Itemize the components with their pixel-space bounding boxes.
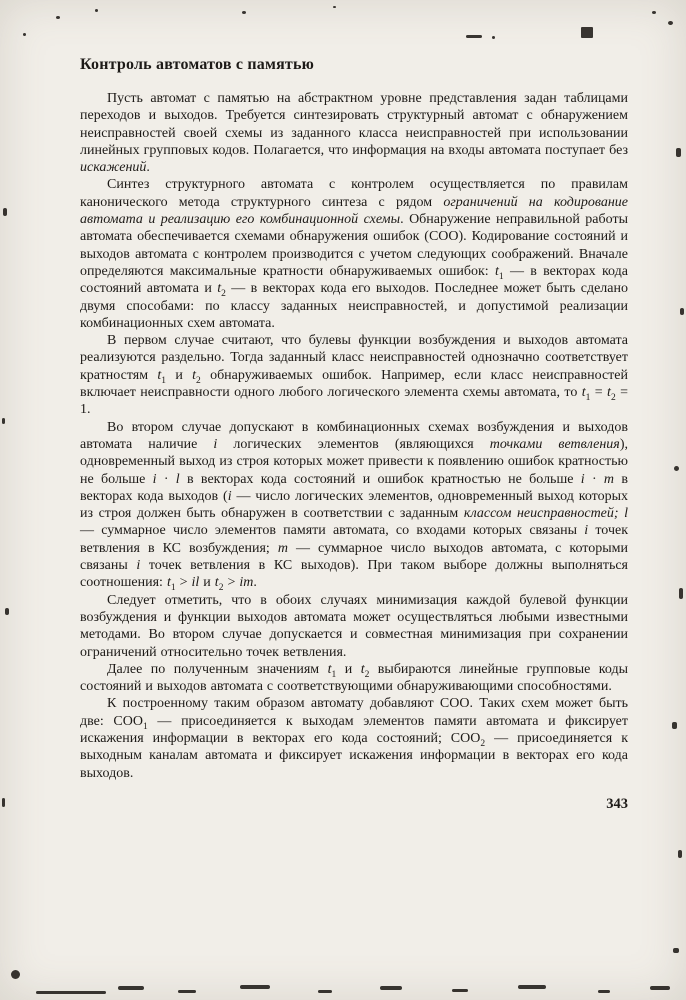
scan-speck [56, 16, 60, 19]
scan-edge-mark [318, 990, 332, 993]
scan-speck [678, 850, 682, 858]
paragraph-6: Далее по полученным значениям $t_1$ и $t_2$ выбираются линейные групповые коды состояний и выходов автомата с соответствующими обнаруживающими способностями. [80, 661, 628, 695]
scan-speck [679, 588, 683, 599]
scan-speck [95, 9, 98, 12]
scan-edge-mark [118, 986, 144, 990]
paragraph-1: Пусть автомат с памятью на абстрактном уровне представления задан таблицами переходов и выходов. Требуется синтезировать структурный автомат с обнаружением неисправностей своей схемы из заданного класса неисправностей при использовании линейных групповых кодов. Полагается, что информация на входы автомата поступает без искажений. [80, 91, 628, 176]
scan-speck [333, 6, 336, 8]
scan-speck [242, 11, 246, 14]
scan-dash-mark [466, 35, 482, 38]
scan-speck [668, 21, 673, 25]
scan-speck [23, 33, 26, 36]
paragraph-3: В первом случае считают, что булевы функции возбуждения и выходов автомата реализуются раздельно. Тогда заданный класс неисправностей однозначно соответствует кратностям $t_1$ и $t_2$ обнаруживаемых ошибок. Например, если класс неисправностей включает неисправности одного любого логического элемента схемы автомата, то $t_1 = t_2 = 1$. [80, 333, 628, 418]
scan-speck [5, 608, 9, 615]
paragraph-4: Во втором случае допускают в комбинационных схемах возбуждения и выходов автомата наличие i логических элементов (являющихся точками ветвления), одновременный выход из строя которых может привести к появлению ошибок кратностью не больше i · l в векторах кода состояний и ошибок кратностью не больше i · m в векторах кода выходов (i — число логических элементов, одновременный выход которых из строя должен быть обнаружен в соответствии с заданным классом неисправностей; l — суммарное число элементов памяти автомата, со входами которых связаны i точек ветвления в КС возбуждения; m — суммарное число выходов автомата, с которыми связаны i точек ветвления в КС выходов). При таком выборе должны выполняться соотношения: $t_1$ > il и $t_2$ > im. [80, 419, 629, 594]
paragraph-7: К построенному таким образом автомату добавляют СОО. Таких схем может быть две: $СОО_1$ — присоединяется к выходам элементов памяти автомата и фиксирует искажения информации в векторах его кода состояний; $СОО_2$ — присоединяется к выходным каналам автомата и фиксирует искажения информации в векторах его кода выходов. [80, 696, 628, 781]
page-content [80, 56, 628, 813]
scan-edge-mark [650, 986, 670, 990]
scan-speck [674, 466, 679, 471]
scan-edge-mark [36, 991, 106, 994]
scan-speck [672, 722, 677, 729]
scan-edge-mark [598, 990, 610, 993]
scan-edge-mark [240, 985, 270, 989]
scan-edge-mark [178, 990, 196, 993]
paragraph-5: Следует отметить, что в обоих случаях минимизация каждой булевой функции возбуждения и функции выходов автомата может осуществляться любыми известными методами. Во втором случае допускается и совместная минимизация при сохранении ограничений относительно точек ветвления. [80, 592, 628, 660]
section-heading: Контроль автоматов с памятью [80, 56, 315, 73]
scan-speck [492, 36, 495, 39]
scan-edge-mark [518, 985, 546, 989]
scan-speck [673, 948, 679, 953]
scan-speck [3, 208, 7, 216]
scan-speck [680, 308, 684, 315]
scan-speck [2, 798, 5, 807]
scan-edge-mark [380, 986, 402, 990]
page-number: 343 [606, 795, 628, 812]
scan-edge-mark [452, 989, 468, 992]
scan-ink-blot [581, 27, 593, 38]
scan-speck [2, 418, 5, 424]
paragraph-2: Синтез структурного автомата с контролем осуществляется по правилам канонического метода структурного синтеза с рядом ограничений на кодирование автомата и реализацию его комбинационной схемы. Обнаружение неправильной работы автомата обеспечивается схемами обнаружения ошибок (СОО). Кодирование состояний и выходов автомата с контролем производится с учетом следующих соображений. Вначале определяются максимальные кратности обнаруживаемых ошибок: $t_1$ — в векторах кода состояний автомата и $t_2$ — в векторах кода его выходов. Последнее может быть сделано двумя способами: по классу заданных неисправностей, и допустимой реализации комбинационных схем автомата. [80, 177, 629, 331]
scan-speck [676, 148, 681, 157]
scan-speck [652, 11, 656, 14]
scan-ink-blot [11, 970, 20, 979]
